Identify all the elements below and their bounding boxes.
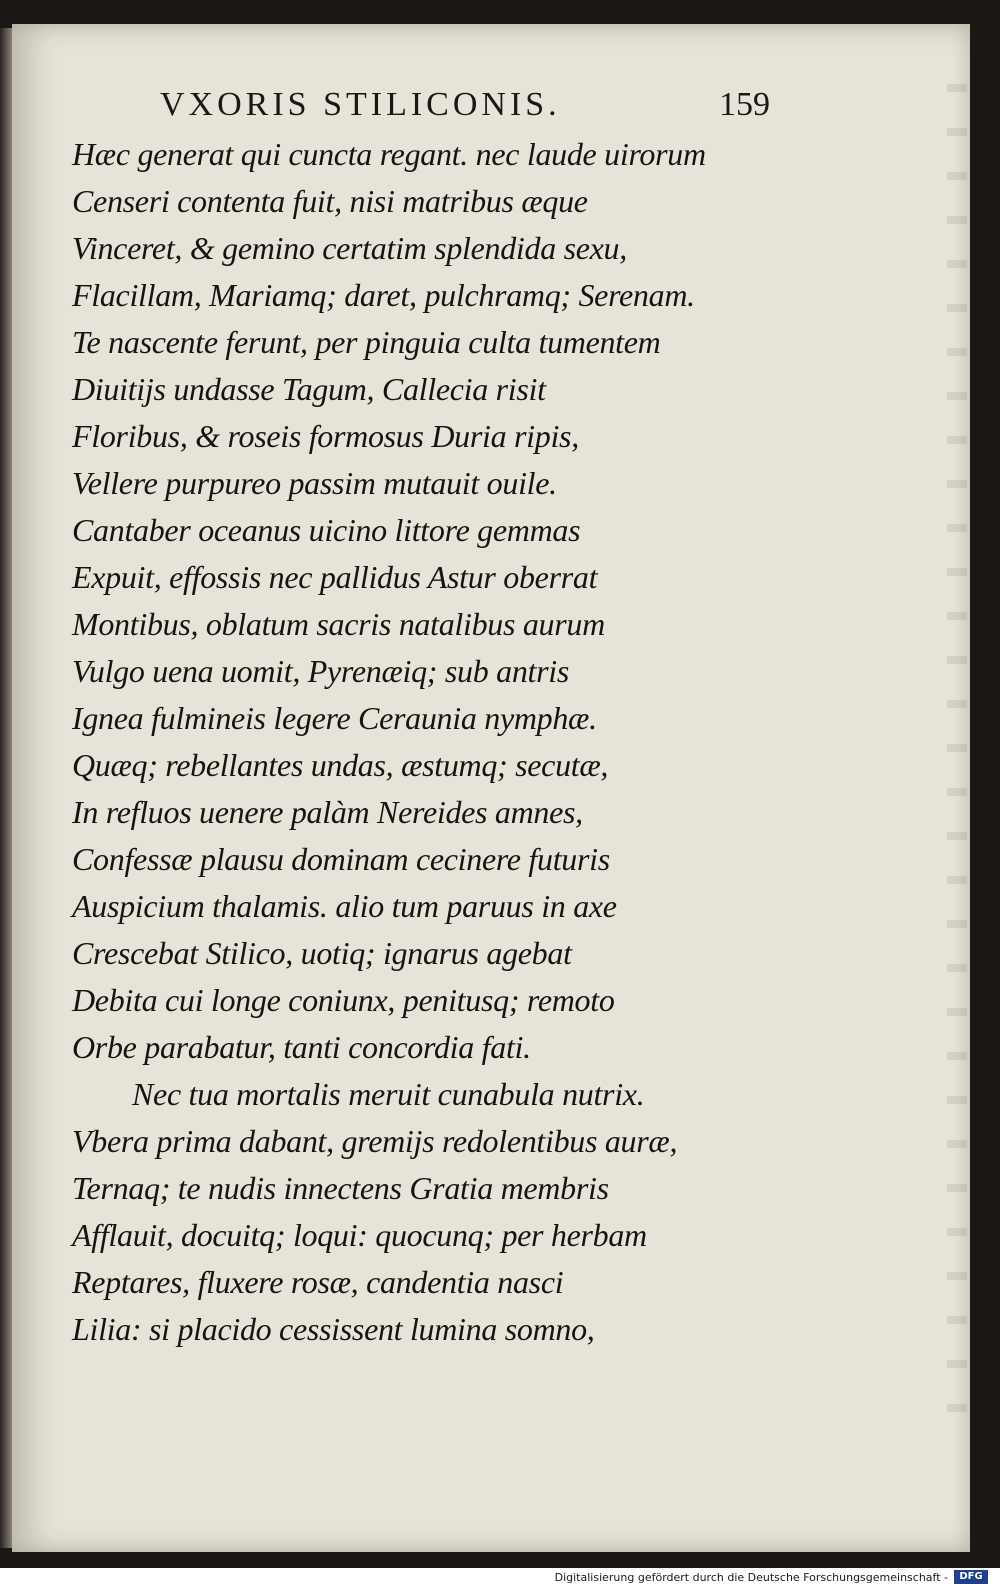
page-header [160,82,770,128]
verse-line: Ignea fulmineis legere Ceraunia nymphæ. [72,700,597,736]
verse-line: Ternaq; te nudis innectens Gratia membris [72,1170,609,1206]
verse-line: Floribus, & roseis formosus Duria ripis, [72,418,579,454]
verse-line: Hæc generat qui cuncta regant. nec laude uirorum [72,136,706,172]
verse-line: Debita cui longe coniunx, penitusq; remoto [72,982,615,1018]
verse-line: Te nascente ferunt, per pinguia culta tumentem [72,324,661,360]
verse-line: Vbera prima dabant, gremijs redolentibus auræ, [72,1123,678,1159]
verse-line: Nec tua mortalis meruit cunabula nutrix. [132,1076,645,1112]
page-number: 159 [719,86,770,123]
verse-line: Crescebat Stilico, uotiq; ignarus agebat [72,935,572,971]
verse-line: Vulgo uena uomit, Pyrenæiq; sub antris [72,653,570,689]
verse-text [72,131,952,1353]
dfg-logo: DFG [954,1570,988,1584]
verse-line: Afflauit, docuitq; loqui: quocunq; per herbam [72,1217,647,1253]
verse-line: Lilia: si placido cessissent lumina somno, [72,1311,595,1347]
verse-line: Quæq; rebellantes undas, æstumq; secutæ, [72,747,609,783]
verse-line: Diuitijs undasse Tagum, Callecia risit [72,371,546,407]
running-head: VXORIS STILICONIS. [160,86,561,123]
verse-line: Reptares, fluxere rosæ, candentia nasci [72,1264,564,1300]
verse-line: Censeri contenta fuit, nisi matribus æque [72,183,588,219]
verse-line: Orbe parabatur, tanti concordia fati. [72,1029,531,1065]
verse-line: Vinceret, & gemino certatim splendida sexu, [72,230,627,266]
verse-line: Flacillam, Mariamq; daret, pulchramq; Serenam. [72,277,695,313]
funding-credit: Digitalisierung gefördert durch die Deutsche Forschungsgemeinschaft - [554,1571,948,1584]
footer-bar [0,1568,1000,1587]
verse-line: Cantaber oceanus uicino littore gemmas [72,512,581,548]
verse-line: Vellere purpureo passim mutauit ouile. [72,465,557,501]
verse-line: Expuit, effossis nec pallidus Astur oberrat [72,559,598,595]
verse-line: Auspicium thalamis. alio tum paruus in axe [72,888,617,924]
verse-line: In refluos uenere palàm Nereides amnes, [72,794,583,830]
verse-line: Montibus, oblatum sacris natalibus aurum [72,606,605,642]
verse-line: Confessæ plausu dominam cecinere futuris [72,841,610,877]
